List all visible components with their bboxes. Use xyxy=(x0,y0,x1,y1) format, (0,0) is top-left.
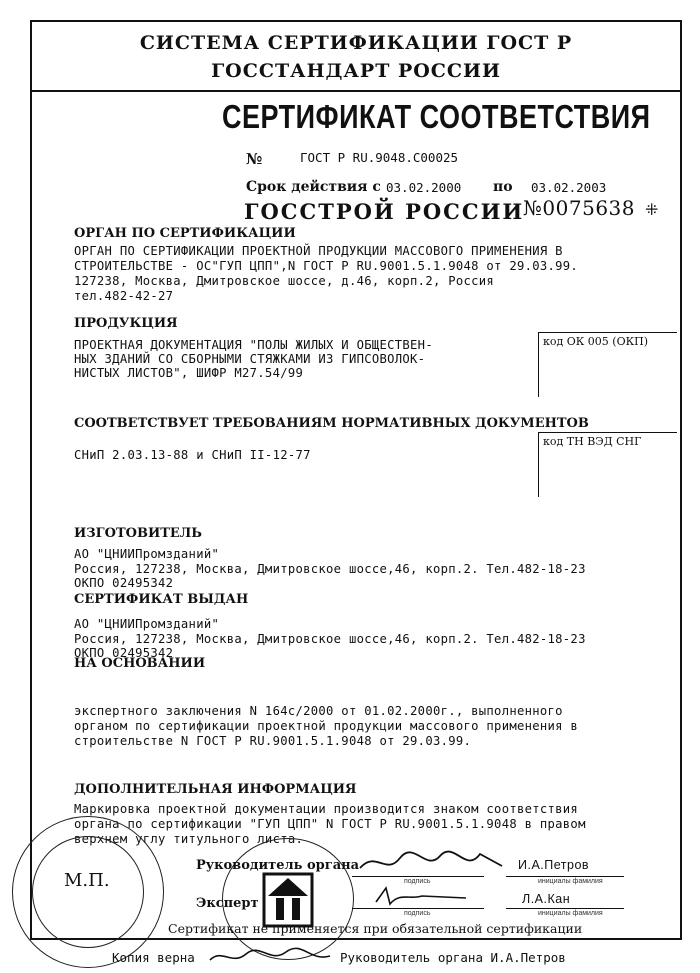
validity-note: Сертификат не применяется при обязательной сертификации xyxy=(168,921,583,936)
product-code-box xyxy=(538,332,677,397)
product-line-3: НИСТЫХ ЛИСТОВ", ШИФР М27.54/99 xyxy=(74,366,304,380)
conformity-heading: СООТВЕТСТВУЕТ ТРЕБОВАНИЯМ НОРМАТИВНЫХ ДОКУМЕНТОВ xyxy=(74,416,589,431)
manufacturer-line-2: Россия, 127238, Москва, Дмитровское шоссе,46, корп.2. Тел.482-18-23 xyxy=(74,562,586,576)
copy-signature-icon xyxy=(206,944,336,968)
manufacturer-line-1: АО "ЦНИИПромзданий" xyxy=(74,547,220,561)
stamp-label: М.П. xyxy=(64,870,110,891)
head-label: Руководитель органа xyxy=(196,858,360,873)
additional-line-3: верхнем углу титульного листа. xyxy=(74,832,304,846)
blank-number: №0075638 xyxy=(523,196,635,220)
head-name-line xyxy=(506,876,624,877)
organ-line-3: 127238, Москва, Дмитровское шоссе, д.46, корп.2, Россия xyxy=(74,274,495,288)
expert-signature-icon xyxy=(370,884,480,910)
conformity-code-box xyxy=(538,432,677,497)
valid-to: 03.02.2003 xyxy=(531,180,607,195)
manufacturer-line-3: ОКПО 02495342 xyxy=(74,576,174,590)
basis-line-2: органом по сертификации проектной продукции массового применения в xyxy=(74,719,579,733)
conformity-code-label: код ТН ВЭД СНГ xyxy=(543,435,642,448)
header-line-1: СИСТЕМА СЕРТИФИКАЦИИ ГОСТ Р xyxy=(139,32,573,54)
blank-mark-icon: ⁜ xyxy=(645,200,659,219)
head-signature-caption: подпись xyxy=(404,878,431,885)
head-name: И.А.Петров xyxy=(518,858,590,872)
expert-name: Л.А.Кан xyxy=(522,892,571,906)
issued-to-line-1: АО "ЦНИИПромзданий" xyxy=(74,617,220,631)
number-label: № xyxy=(246,150,263,168)
copy-label: Копия верна xyxy=(112,950,195,965)
expert-name-line xyxy=(506,908,624,909)
header-line-2: ГОССТАНДАРТ РОССИИ xyxy=(211,60,501,82)
expert-name-caption: инициалы фамилия xyxy=(538,910,603,917)
certificate-title: СЕРТИФИКАТ СООТВЕТСТВИЯ xyxy=(222,98,651,136)
head-name-caption: инициалы фамилия xyxy=(538,878,603,885)
product-line-1: ПРОЕКТНАЯ ДОКУМЕНТАЦИЯ "ПОЛЫ ЖИЛЫХ И ОБЩЕСТВЕН- xyxy=(74,338,433,352)
issuer: ГОССТРОЙ РОССИИ xyxy=(244,199,525,224)
head-signature-line xyxy=(352,876,484,877)
validity-to-label: по xyxy=(493,179,513,195)
issued-to-line-2: Россия, 127238, Москва, Дмитровское шоссе,46, корп.2. Тел.482-18-23 xyxy=(74,632,586,646)
basis-heading: НА ОСНОВАНИИ xyxy=(74,656,206,671)
manufacturer-heading: ИЗГОТОВИТЕЛЬ xyxy=(74,526,203,541)
expert-label: Эксперт xyxy=(196,896,259,911)
organ-heading: ОРГАН ПО СЕРТИФИКАЦИИ xyxy=(74,226,296,241)
valid-from: 03.02.2000 xyxy=(386,180,462,195)
organ-line-4: тел.482-42-27 xyxy=(74,289,174,303)
product-line-2: НЫХ ЗДАНИЙ СО СБОРНЫМИ СТЯЖКАМИ ИЗ ГИПСОВОЛОК- xyxy=(74,352,426,366)
additional-heading: ДОПОЛНИТЕЛЬНАЯ ИНФОРМАЦИЯ xyxy=(74,782,357,797)
validity-label: Срок действия с xyxy=(246,179,381,195)
head-signature-icon xyxy=(356,848,506,878)
organ-line-1: ОРГАН ПО СЕРТИФИКАЦИИ ПРОЕКТНОЙ ПРОДУКЦИИ МАССОВОГО ПРИМЕНЕНИЯ В xyxy=(74,244,563,258)
issued-to-line-3: ОКПО 02495342 xyxy=(74,646,174,660)
certificate-number: ГОСТ Р RU.9048.С00025 xyxy=(300,150,459,165)
additional-line-2: органа по сертификации "ГУП ЦПП" N ГОСТ Р RU.9001.5.1.9048 в правом xyxy=(74,817,586,831)
expert-signature-caption: подпись xyxy=(404,910,431,917)
basis-line-1: экспертного заключения N 164с/2000 от 01.02.2000г., выполненного xyxy=(74,704,563,718)
additional-line-1: Маркировка проектной документации производится знаком соответствия xyxy=(74,802,579,816)
expert-signature-line xyxy=(352,908,484,909)
stamp-seal-left-inner xyxy=(32,836,144,948)
conformity-text: СНиП 2.03.13-88 и СНиП II-12-77 xyxy=(74,448,311,462)
copy-head: Руководитель органа И.А.Петров xyxy=(340,950,566,965)
code-box-dash xyxy=(636,432,676,433)
product-code-label: код ОК 005 (ОКП) xyxy=(543,335,648,348)
product-heading: ПРОДУКЦИЯ xyxy=(74,316,178,331)
basis-line-3: строительстве N ГОСТ Р RU.9001.5.1.9048 от 29.03.99. xyxy=(74,734,472,748)
organ-line-2: СТРОИТЕЛЬСТВЕ - ОС"ГУП ЦПП",N ГОСТ Р RU.9001.5.1.9048 от 29.03.99. xyxy=(74,259,579,273)
issued-to-heading: СЕРТИФИКАТ ВЫДАН xyxy=(74,592,249,607)
header-divider xyxy=(30,90,682,92)
